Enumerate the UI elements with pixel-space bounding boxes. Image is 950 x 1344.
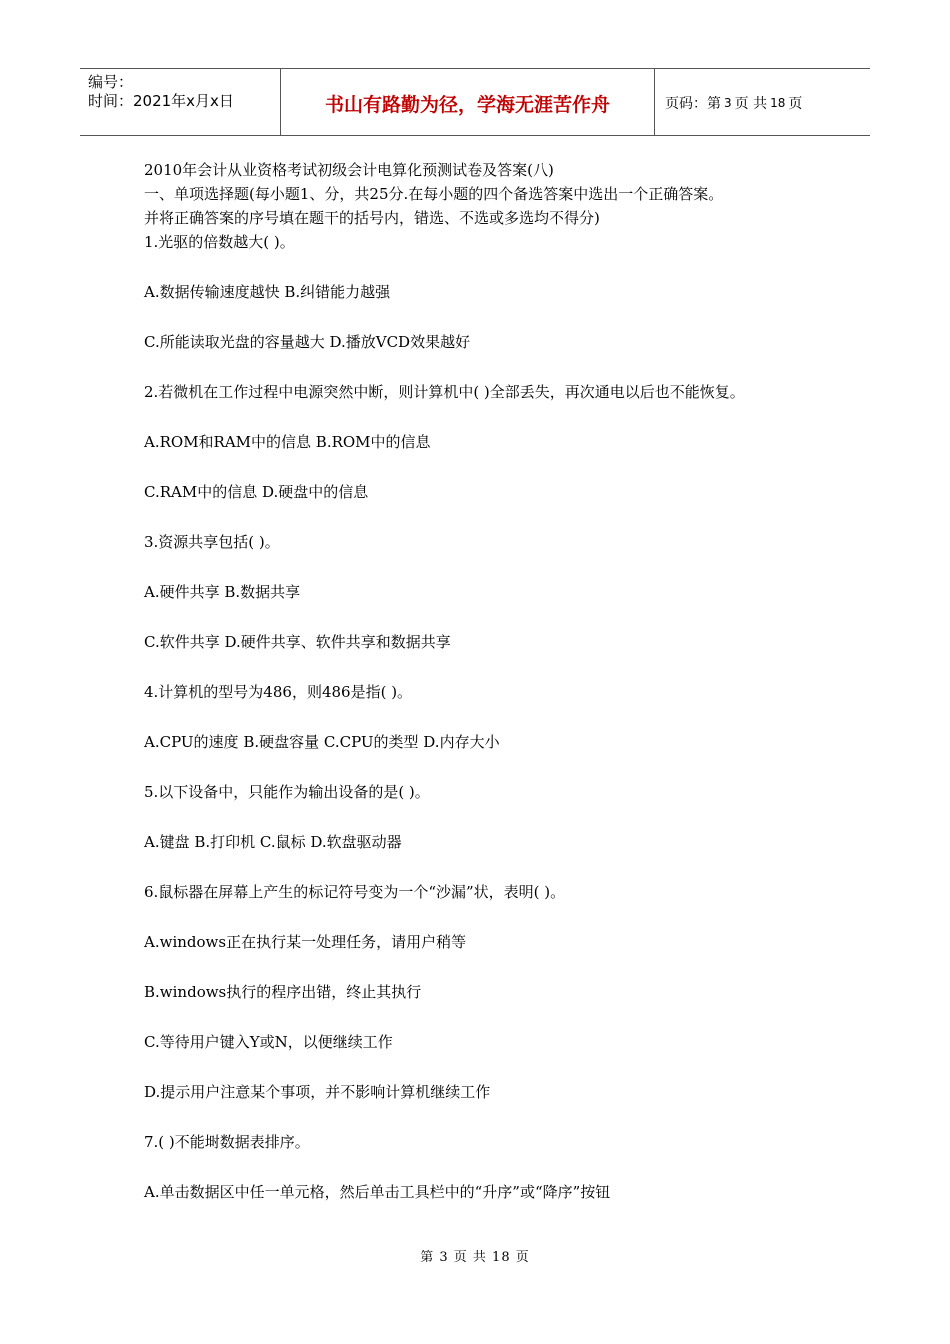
question-1: 1.光驱的倍数越大( )。 [144, 233, 295, 251]
question-5-options: A.键盘 B.打印机 C.鼠标 D.软盘驱动器 [144, 833, 402, 851]
question-2-options-cd: C.RAM中的信息 D.硬盘中的信息 [144, 483, 369, 501]
question-6: 6.鼠标器在屏幕上产生的标记符号变为一个“沙漏”状，表明( )。 [144, 883, 566, 901]
question-2-options-ab: A.ROM和RAM中的信息 B.ROM中的信息 [144, 433, 431, 451]
header-page-info [655, 69, 870, 135]
question-1-options-ab: A.数据传输速度越快 B.纠错能力越强 [144, 283, 391, 301]
question-3: 3.资源共享包括( )。 [144, 533, 280, 551]
question-3-options-ab: A.硬件共享 B.数据共享 [144, 583, 301, 601]
question-4-options: A.CPU的速度 B.硬盘容量 C.CPU的类型 D.内存大小 [144, 733, 500, 751]
header-meta [80, 69, 281, 135]
page-footer: 第 3 页 共 18 页 [420, 1250, 530, 1265]
document-body [144, 158, 824, 1204]
page-prefix: 页码：第 [665, 96, 721, 112]
page-suffix: 页 [788, 96, 803, 112]
question-3-options-cd: C.软件共享 D.硬件共享、软件共享和数据共享 [144, 633, 451, 651]
question-6-option-b: B.windows执行的程序出错，终止其执行 [144, 983, 422, 1001]
question-6-option-d: D.提示用户注意某个事项，并不影响计算机继续工作 [144, 1083, 491, 1101]
question-7-option-a: A.单击数据区中任一单元格，然后单击工具栏中的“升序”或“降序”按钮 [144, 1183, 611, 1201]
document-number-label: 编号： [88, 73, 134, 91]
question-6-option-a: A.windows正在执行某一处理任务，请用户稍等 [144, 933, 467, 951]
header-motto: 书山有路勤为径，学海无涯苦作舟 [281, 69, 655, 135]
section-instructions-1: 一、单项选择题(每小题1、分，共25分.在每小题的四个备选答案中选出一个正确答案。 [144, 185, 724, 203]
section-instructions-2: 并将正确答案的序号填在题干的括号内，错选、不选或多选均不得分) [144, 209, 600, 227]
document-date: 时间：2021年x月x日 [88, 92, 234, 110]
question-1-options-cd: C.所能读取光盘的容量越大 D.播放VCD效果越好 [144, 333, 471, 351]
page-header [80, 68, 870, 136]
document-title: 2010年会计从业资格考试初级会计电算化预测试卷及答案(八) [144, 161, 554, 179]
page-current: 3 [724, 96, 732, 110]
question-4: 4.计算机的型号为486，则486是指( )。 [144, 683, 413, 701]
page-total: 18 [770, 96, 786, 110]
page-mid: 页 共 [734, 96, 768, 112]
question-2: 2.若微机在工作过程中电源突然中断，则计算机中( )全部丢失，再次通电以后也不能恢复。 [144, 383, 745, 401]
question-5: 5.以下设备中，只能作为输出设备的是( )。 [144, 783, 430, 801]
question-7: 7.( )不能埘数据表排序。 [144, 1133, 310, 1151]
question-6-option-c: C.等待用户键入Y或N，以便继续工作 [144, 1033, 393, 1051]
